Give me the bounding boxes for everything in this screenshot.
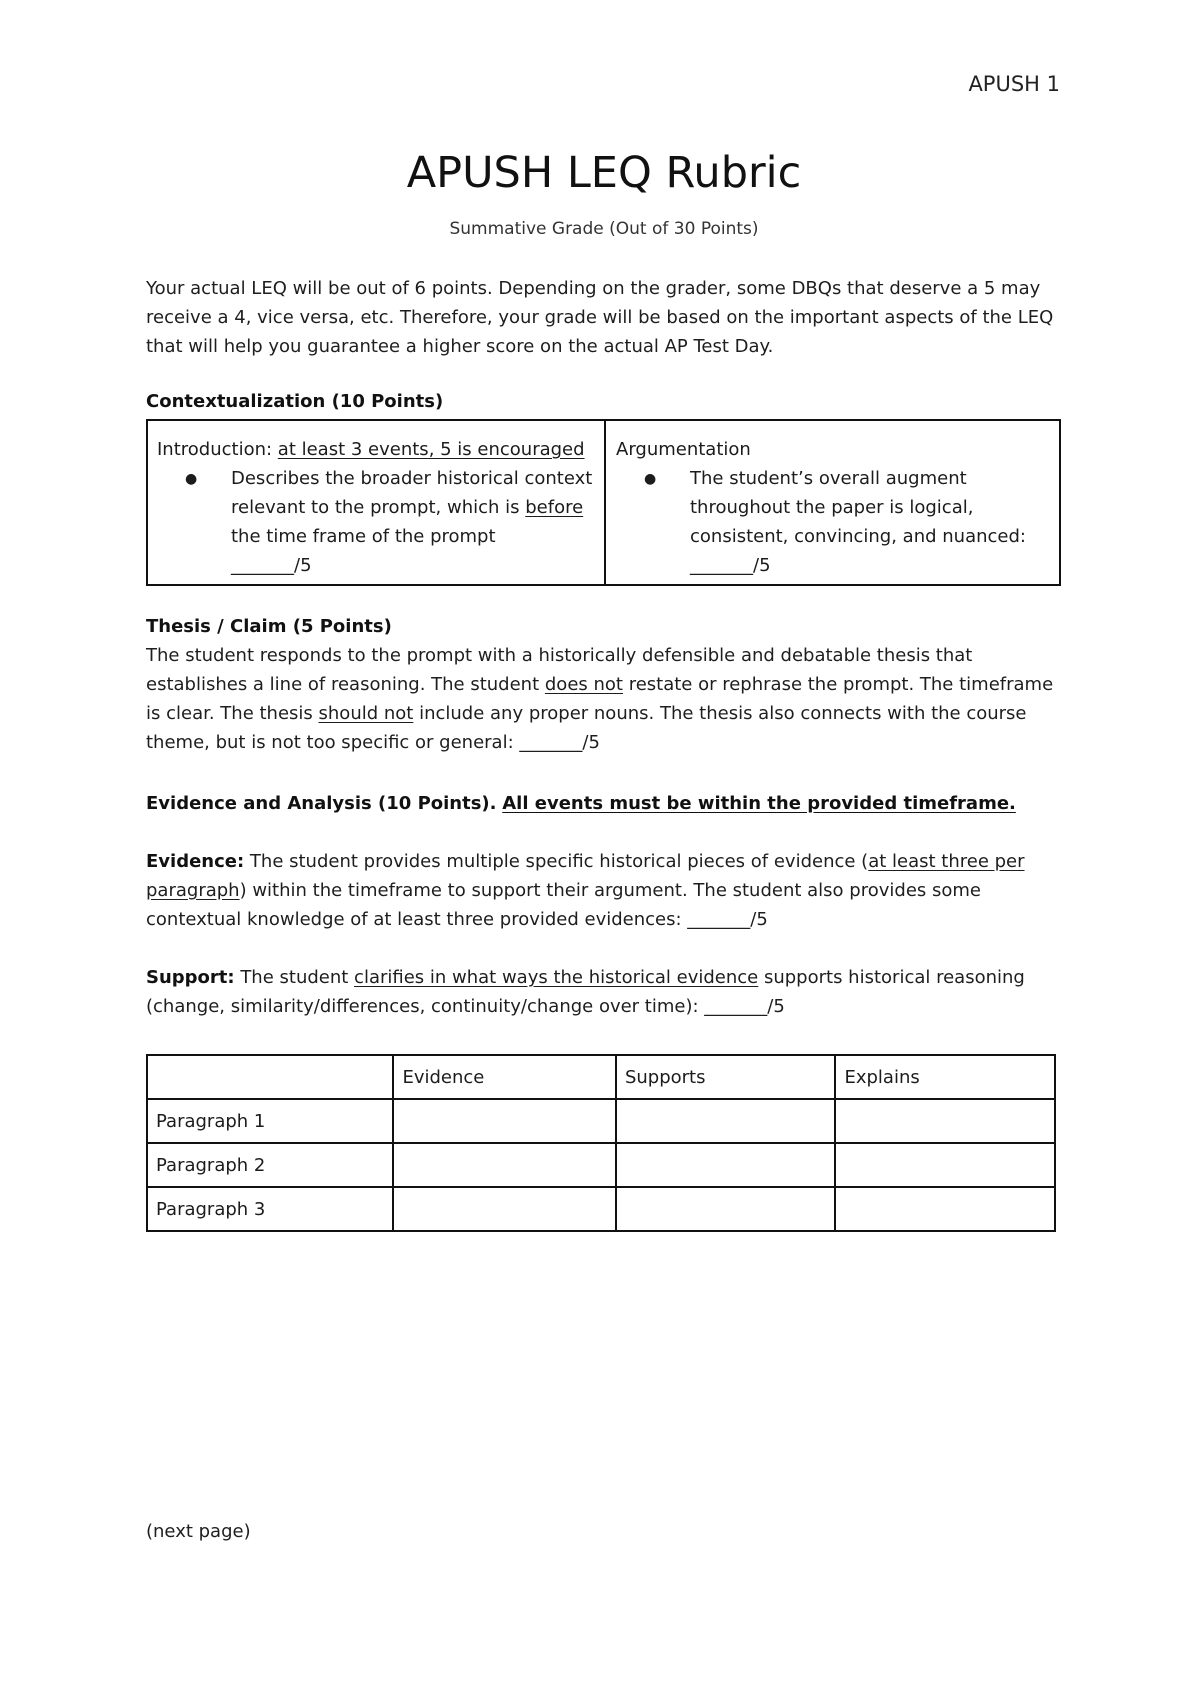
evidence-paragraph: Evidence: The student provides multiple specific historical pieces of evidence (at least three per paragraph) within the timeframe to support their argument. The student also provides some contextual knowledge of at least three provided evidences: _______/5 xyxy=(146,851,1025,930)
table-cell xyxy=(616,1143,836,1187)
table-row xyxy=(147,1143,1055,1187)
table-header-cell: Explains xyxy=(835,1055,1055,1099)
page-header: APUSH 1 xyxy=(968,72,1060,96)
next-page-note: (next page) xyxy=(146,1521,251,1542)
table-header-cell: Supports xyxy=(616,1055,836,1099)
argumentation-label: Argumentation xyxy=(616,439,751,460)
table-header-cell xyxy=(147,1055,393,1099)
page-subtitle: Summative Grade (Out of 30 Points) xyxy=(449,219,759,239)
introduction-requirement: at least 3 events, 5 is encouraged xyxy=(277,439,585,460)
contextualization-heading: Contextualization (10 Points) xyxy=(146,391,444,412)
thesis-heading: Thesis / Claim (5 Points) xyxy=(146,616,392,637)
evidence-table xyxy=(146,1054,1056,1232)
table-cell xyxy=(393,1187,616,1231)
timeframe-note: All events must be within the provided timeframe. xyxy=(502,793,1016,814)
table-cell: Paragraph 2 xyxy=(147,1143,393,1187)
table-cell xyxy=(835,1187,1055,1231)
introduction-label: Introduction: at least 3 events, 5 is encouraged xyxy=(157,439,585,460)
introduction-criterion: ● Describes the broader historical context relevant to the prompt, which is before the time frame of the prompt _______/5 xyxy=(185,464,596,580)
argumentation-cell xyxy=(606,421,1059,584)
page-title: APUSH LEQ Rubric xyxy=(406,148,802,198)
contextualization-box xyxy=(146,419,1061,586)
table-cell xyxy=(616,1187,836,1231)
support-paragraph: Support: The student clarifies in what ways the historical evidence supports historical reasoning (change, similarity/differences, continuity/change over time): _______/5 xyxy=(146,967,1025,1017)
introduction-cell xyxy=(148,421,606,584)
introduction-score: _______/5 xyxy=(231,555,312,576)
evidence-analysis-heading: Evidence and Analysis (10 Points). All events must be within the provided timeframe. xyxy=(146,793,1016,814)
table-cell xyxy=(835,1143,1055,1187)
table-cell xyxy=(616,1099,836,1143)
bullet-icon: ● xyxy=(185,471,198,487)
table-cell xyxy=(393,1099,616,1143)
table-cell: Paragraph 3 xyxy=(147,1187,393,1231)
bullet-icon: ● xyxy=(644,471,657,487)
table-row xyxy=(147,1187,1055,1231)
table-cell xyxy=(835,1099,1055,1143)
table-header-row xyxy=(147,1055,1055,1099)
table-cell: Paragraph 1 xyxy=(147,1099,393,1143)
intro-paragraph: Your actual LEQ will be out of 6 points. Depending on the grader, some DBQs that deserve a 5 may receive a 4, vice versa, etc. Therefore, your grade will be based on the important aspects of the LEQ that will help you guarantee a higher score on the actual AP Test Day. xyxy=(146,278,1054,357)
table-row xyxy=(147,1099,1055,1143)
thesis-paragraph: The student responds to the prompt with a historically defensible and debatable thesis that establishes a line of reasoning. The student does not restate or rephrase the prompt. The timeframe is clear. The thesis should not include any proper nouns. The thesis also connects with the course theme, but is not too specific or general: _______/5 xyxy=(146,645,1054,753)
argumentation-score: _______/5 xyxy=(690,555,771,576)
argumentation-criterion: ● The student’s overall augment throughout the paper is logical, consistent, convincing, and nuanced: _______/5 xyxy=(644,464,1051,580)
table-cell xyxy=(393,1143,616,1187)
table-header-cell: Evidence xyxy=(393,1055,616,1099)
